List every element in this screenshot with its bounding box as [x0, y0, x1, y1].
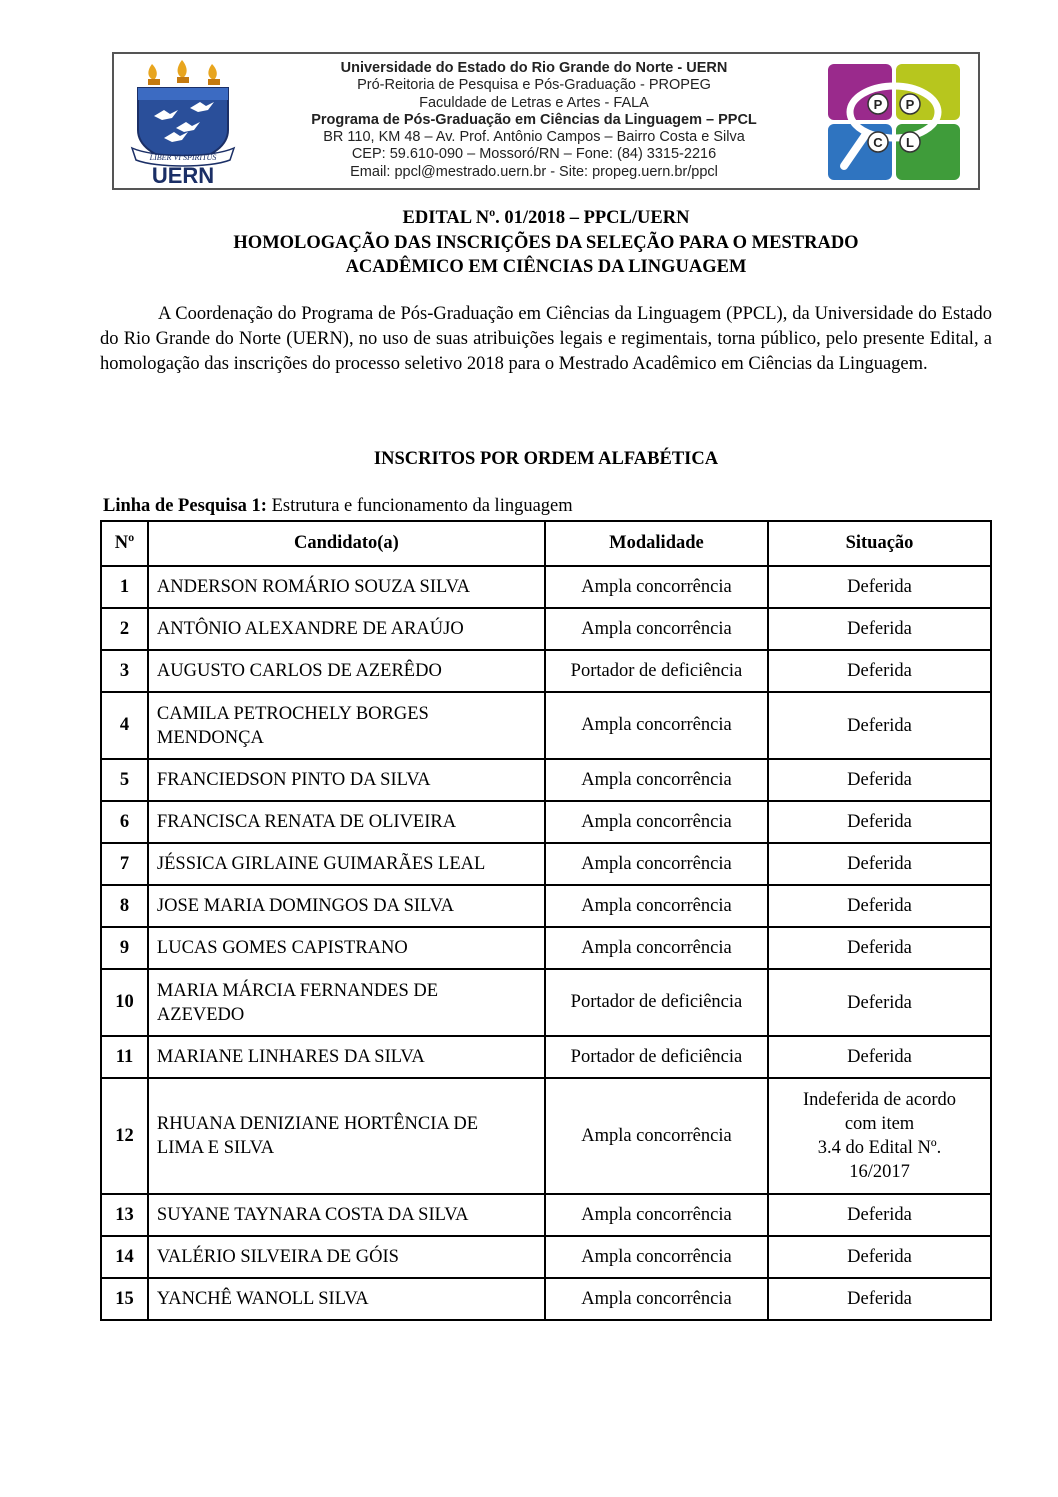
- edital-subject-line2: ACADÊMICO EM CIÊNCIAS DA LINGUAGEM: [345, 257, 747, 277]
- candidate-name-line: MARIANE LINHARES DA SILVA: [156, 1047, 425, 1067]
- status-line: Deferida: [847, 812, 912, 832]
- intro-text: A Coordenação do Programa de Pós-Graduação em Ciências da Linguagem (PPCL), da Universidade do Estado do Rio Grande do Norte (UERN), no uso de suas atribuições legais e regimentais, torna público, pelo presente Edital, a homologação das inscrições do processo seletivo 2018 para o Mestrado Acadêmico em Ciências da Linguagem.: [100, 304, 992, 374]
- row-modality: Ampla concorrência: [545, 801, 768, 843]
- row-modality: Ampla concorrência: [545, 692, 768, 759]
- letterhead: [112, 52, 980, 190]
- status-line: Deferida: [847, 661, 912, 681]
- letterhead-prorectory: Pró-Reitoria de Pesquisa e Pós-Graduação - PROPEG: [357, 77, 711, 94]
- letterhead-address: BR 110, KM 48 – Av. Prof. Antônio Campos – Bairro Costa e Silva: [323, 129, 745, 146]
- section-heading: INSCRITOS POR ORDEM ALFABÉTICA: [373, 449, 719, 469]
- row-status: [768, 1078, 991, 1194]
- status-line: Deferida: [847, 619, 912, 639]
- row-number: 3: [101, 650, 148, 692]
- candidate-name-line: JÉSSICA GIRLAINE GUIMARÃES LEAL: [156, 854, 486, 874]
- letterhead-program: Programa de Pós-Graduação em Ciências da Linguagem – PPCL: [311, 111, 757, 128]
- status-line: Deferida: [847, 896, 912, 916]
- table-row: [101, 1036, 991, 1078]
- row-candidate-name: [148, 1236, 545, 1278]
- candidate-name-line: MENDONÇA: [156, 727, 264, 748]
- edital-subject-line1: HOMOLOGAÇÃO DAS INSCRIÇÕES DA SELEÇÃO PARA O MESTRADO: [233, 232, 859, 253]
- crest-motto: LIBER VI SPIRITUS: [149, 153, 217, 162]
- letterhead-text: [244, 60, 824, 181]
- row-modality: Ampla concorrência: [545, 843, 768, 885]
- row-candidate-name: [148, 1278, 545, 1320]
- row-status: [768, 1236, 991, 1278]
- row-number: 8: [101, 885, 148, 927]
- status-line: com item: [844, 1114, 915, 1134]
- header-candidate: Candidato(a): [148, 521, 545, 566]
- row-candidate-name: [148, 969, 545, 1036]
- table-row: [101, 1078, 991, 1194]
- candidate-name-line: AUGUSTO CARLOS DE AZERÊDO: [156, 661, 442, 681]
- research-line: [103, 496, 573, 517]
- row-candidate-name: [148, 650, 545, 692]
- header-status: Situação: [768, 521, 991, 566]
- crest-name: UERN: [151, 163, 215, 186]
- uern-crest-logo: [124, 58, 242, 186]
- candidate-name-line: SUYANE TAYNARA COSTA DA SILVA: [156, 1205, 469, 1225]
- row-modality: Ampla concorrência: [545, 927, 768, 969]
- row-number: 15: [101, 1278, 148, 1320]
- row-candidate-name: [148, 759, 545, 801]
- ppcl-letter-l: L: [906, 135, 914, 150]
- row-modality: Portador de deficiência: [545, 650, 768, 692]
- letterhead-cep-phone: CEP: 59.610-090 – Mossoró/RN – Fone: (84) 3315-2216: [351, 146, 717, 163]
- status-line: Deferida: [847, 770, 912, 790]
- status-line: Deferida: [847, 1205, 912, 1225]
- row-modality: Ampla concorrência: [545, 759, 768, 801]
- header-modality: Modalidade: [545, 521, 768, 566]
- row-candidate-name: [148, 566, 545, 608]
- row-status: [768, 927, 991, 969]
- row-candidate-name: [148, 608, 545, 650]
- row-number: 1: [101, 566, 148, 608]
- row-candidate-name: [148, 885, 545, 927]
- candidate-name-line: AZEVEDO: [156, 1004, 245, 1025]
- row-modality: Ampla concorrência: [545, 1194, 768, 1236]
- candidate-name-line: CAMILA PETROCHELY BORGES: [156, 703, 429, 724]
- row-status: [768, 1036, 991, 1078]
- row-status: [768, 608, 991, 650]
- row-number: 10: [101, 969, 148, 1036]
- status-line: Indeferida de acordo: [802, 1090, 957, 1110]
- candidates-table: [100, 520, 992, 1321]
- candidate-name-line: LUCAS GOMES CAPISTRANO: [156, 938, 408, 958]
- candidate-name-line: VALÉRIO SILVEIRA DE GÓIS: [156, 1247, 399, 1267]
- research-line-value: Estrutura e funcionamento da linguagem: [271, 496, 573, 516]
- status-line: 3.4 do Edital Nº.: [817, 1138, 942, 1158]
- row-candidate-name: [148, 1078, 545, 1194]
- row-modality: Ampla concorrência: [545, 608, 768, 650]
- candidate-name-line: JOSE MARIA DOMINGOS DA SILVA: [156, 896, 455, 916]
- row-number: 7: [101, 843, 148, 885]
- row-modality: Ampla concorrência: [545, 566, 768, 608]
- row-number: 4: [101, 692, 148, 759]
- row-modality: Ampla concorrência: [545, 1236, 768, 1278]
- row-number: 13: [101, 1194, 148, 1236]
- ppcl-letter-p1: P: [873, 97, 883, 112]
- table-row: [101, 1278, 991, 1320]
- status-line: Deferida: [847, 1289, 912, 1309]
- row-status: [768, 650, 991, 692]
- table-row: [101, 843, 991, 885]
- row-number: 11: [101, 1036, 148, 1078]
- table-row: [101, 759, 991, 801]
- row-status: [768, 759, 991, 801]
- ppcl-letter-c: C: [873, 135, 883, 150]
- ppcl-letter-p2: P: [905, 97, 915, 112]
- row-status: [768, 843, 991, 885]
- table-row: [101, 927, 991, 969]
- row-status: [768, 1194, 991, 1236]
- table-row: [101, 1236, 991, 1278]
- row-modality: Ampla concorrência: [545, 1278, 768, 1320]
- candidate-name-line: RHUANA DENIZIANE HORTÊNCIA DE: [156, 1114, 478, 1134]
- table-row: [101, 969, 991, 1036]
- row-modality: Portador de deficiência: [545, 969, 768, 1036]
- row-candidate-name: [148, 927, 545, 969]
- table-row: [101, 608, 991, 650]
- row-number: 14: [101, 1236, 148, 1278]
- table-header-row: [101, 521, 991, 566]
- letterhead-email-site: Email: ppcl@mestrado.uern.br - Site: propeg.uern.br/ppcl: [350, 163, 718, 180]
- candidate-name-line: ANDERSON ROMÁRIO SOUZA SILVA: [156, 577, 470, 597]
- table-body: [101, 566, 991, 1320]
- candidate-name-line: LIMA E SILVA: [156, 1138, 275, 1158]
- status-line: Deferida: [847, 577, 912, 597]
- row-status: [768, 885, 991, 927]
- candidate-name-line: ANTÔNIO ALEXANDRE DE ARAÚJO: [156, 619, 464, 639]
- table-row: [101, 885, 991, 927]
- row-number: 2: [101, 608, 148, 650]
- header-number: Nº: [101, 521, 148, 566]
- row-status: [768, 969, 991, 1036]
- row-candidate-name: [148, 1036, 545, 1078]
- status-line: Deferida: [847, 1247, 912, 1267]
- status-line: Deferida: [847, 938, 912, 958]
- row-number: 5: [101, 759, 148, 801]
- row-modality: Portador de deficiência: [545, 1036, 768, 1078]
- letterhead-faculty: Faculdade de Letras e Artes - FALA: [419, 94, 649, 111]
- status-line: Deferida: [847, 1047, 912, 1067]
- ppcl-logo: [826, 62, 964, 184]
- row-number: 6: [101, 801, 148, 843]
- research-line-label: Linha de Pesquisa 1:: [103, 496, 267, 516]
- intro-paragraph: [100, 302, 992, 377]
- table-row: [101, 1194, 991, 1236]
- candidate-name-line: YANCHÊ WANOLL SILVA: [156, 1289, 369, 1309]
- status-line: Deferida: [847, 992, 912, 1013]
- status-line: Deferida: [847, 715, 912, 736]
- edital-number: EDITAL Nº. 01/2018 – PPCL/UERN: [402, 208, 690, 228]
- table-row: [101, 650, 991, 692]
- row-modality: Ampla concorrência: [545, 885, 768, 927]
- row-number: 12: [101, 1078, 148, 1194]
- row-candidate-name: [148, 843, 545, 885]
- table-row: [101, 801, 991, 843]
- row-candidate-name: [148, 801, 545, 843]
- table-row: [101, 566, 991, 608]
- row-status: [768, 692, 991, 759]
- row-number: 9: [101, 927, 148, 969]
- candidate-name-line: FRANCISCA RENATA DE OLIVEIRA: [156, 812, 457, 832]
- row-modality: Ampla concorrência: [545, 1078, 768, 1194]
- edital-title: [100, 206, 992, 280]
- table-row: [101, 692, 991, 759]
- status-line: 16/2017: [849, 1162, 910, 1182]
- candidate-name-line: FRANCIEDSON PINTO DA SILVA: [156, 770, 431, 790]
- row-candidate-name: [148, 1194, 545, 1236]
- letterhead-university: Universidade do Estado do Rio Grande do Norte - UERN: [340, 60, 728, 76]
- candidate-name-line: MARIA MÁRCIA FERNANDES DE: [156, 980, 439, 1001]
- row-status: [768, 566, 991, 608]
- row-status: [768, 801, 991, 843]
- row-candidate-name: [148, 692, 545, 759]
- row-status: [768, 1278, 991, 1320]
- status-line: Deferida: [847, 854, 912, 874]
